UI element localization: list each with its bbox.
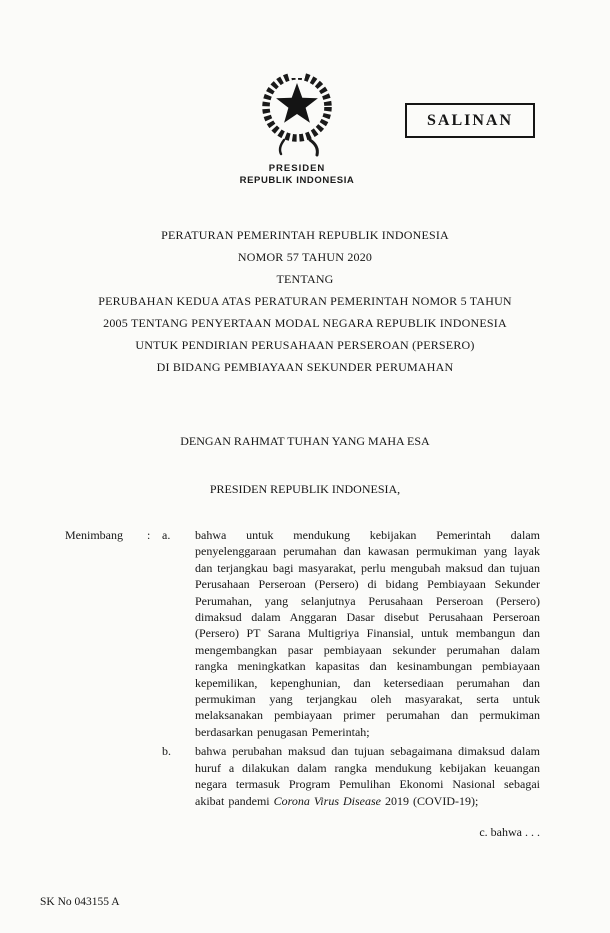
item-text [195, 527, 540, 740]
item-b-italic-term: Corona Virus Disease [273, 793, 381, 808]
presidential-star-emblem-icon [251, 62, 343, 158]
title-line: 2005 TENTANG PENYERTAAN MODAL NEGARA REPUBLIK INDONESIA [103, 316, 507, 330]
item-text [195, 743, 540, 809]
item-letter: a. [162, 528, 171, 542]
title-line: PERATURAN PEMERINTAH REPUBLIK INDONESIA [161, 228, 449, 242]
menimbang-label: Menimbang [65, 528, 123, 542]
item-b-body-pre: bahwa perubahan maksud dan tujuan sebagaimana dimaksud dalam huruf a dilakukan dalam rangka mendukung kebijakan keuangan negara termasuk Program Pemulihan Ekonomi Nasional sebagai akibat pandemi [195, 744, 540, 808]
item-a-body: bahwa untuk mendukung kebijakan Pemerintah dalam penyelenggaraan perumahan dan kawasan permukiman yang layak dan terjangkau bagi masyarakat, perlu mengubah maksud dan tujuan Perusahaan Perseroan (Persero) di bidang Pembiayaan Sekunder Perumahan, yang selanjutnya Perusahaan Perseroan (Persero) dimaksud dalam Anggaran Dasar disebut Perusahaan Perseroan (Persero) PT Sarana Multigriya Finansial, untuk membangun dan mengembangkan pasar pembiayaan sekunder perumahan dalam rangka meningkatkan kapasitas dan kesinambungan pembiayaan kepemilikan, kepenghunian, dan ketersediaan perumahan dan permukiman yang terjangkau oleh masyarakat, serta untuk melaksanakan pembiayaan primer perumahan dan permukiman berdasarkan penugasan Pemerintah; [195, 528, 540, 739]
document-header [0, 0, 610, 200]
menimbang-items [162, 527, 540, 809]
presiden-line: PRESIDEN REPUBLIK INDONESIA, [209, 482, 401, 496]
menimbang-colon: : [147, 528, 151, 542]
item-letter: b. [162, 744, 171, 759]
menimbang-item-a [162, 527, 540, 740]
letterhead-presiden: PRESIDEN [268, 163, 326, 174]
salinan-label: SALINAN [426, 111, 513, 129]
letterhead-republik-indonesia: REPUBLIK INDONESIA [239, 175, 355, 186]
title-line: TENTANG [276, 272, 334, 286]
menimbang-section [65, 527, 540, 809]
salinan-copy-stamp [405, 103, 535, 138]
title-line: NOMOR 57 TAHUN 2020 [237, 250, 373, 264]
title-line: UNTUK PENDIRIAN PERUSAHAAN PERSEROAN (PERSERO) [135, 338, 475, 352]
footer-doc-number: SK No 043155 A [40, 896, 120, 908]
menimbang-item-b [162, 743, 540, 809]
regulation-title [0, 200, 610, 378]
rahmat-line: DENGAN RAHMAT TUHAN YANG MAHA ESA [180, 434, 430, 448]
title-line: PERUBAHAN KEDUA ATAS PERATURAN PEMERINTAH NOMOR 5 TAHUN [98, 294, 512, 308]
item-b-body-post: 2019 (COVID-19); [380, 793, 479, 808]
page-continuation-marker: c. bahwa . . . [479, 824, 540, 839]
title-line: DI BIDANG PEMBIAYAAN SEKUNDER PERUMAHAN [156, 360, 454, 374]
letterhead [0, 163, 594, 186]
